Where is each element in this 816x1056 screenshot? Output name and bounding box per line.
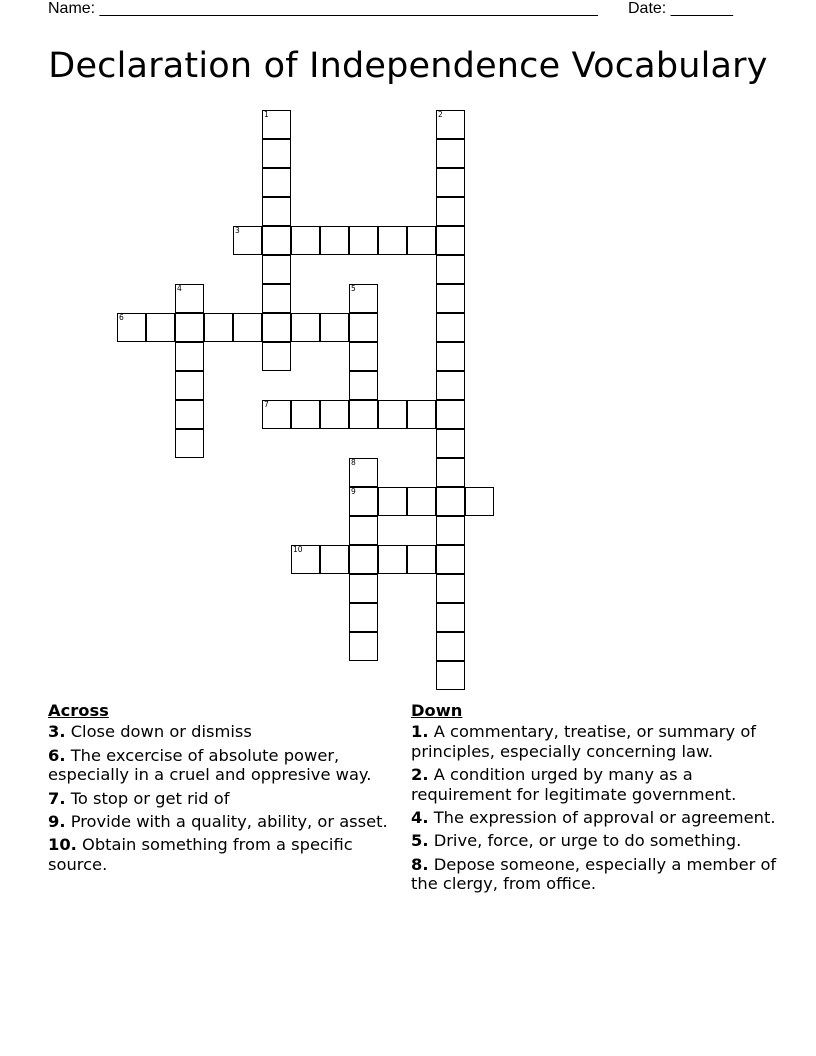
grid-cell[interactable] [262, 284, 291, 313]
grid-cell[interactable] [349, 342, 378, 371]
date-field-label: Date: _______ [628, 0, 733, 17]
grid-cell[interactable] [175, 342, 204, 371]
clue-number: 10 [293, 545, 303, 554]
grid-cell[interactable] [436, 458, 465, 487]
grid-cell[interactable] [291, 226, 320, 255]
grid-cell[interactable] [407, 226, 436, 255]
grid-cell[interactable] [349, 400, 378, 429]
grid-cell[interactable] [436, 516, 465, 545]
grid-cell[interactable] [175, 371, 204, 400]
clue-number: 7 [264, 400, 269, 409]
clue-across: 6. The excercise of absolute power, especially in a cruel and oppresive way. [48, 745, 372, 785]
grid-cell[interactable] [436, 661, 465, 690]
grid-cell[interactable] [262, 168, 291, 197]
grid-cell[interactable] [378, 226, 407, 255]
grid-cell[interactable] [349, 516, 378, 545]
grid-cell[interactable] [175, 313, 204, 342]
grid-cell[interactable] [291, 313, 320, 342]
clue-number: 8 [351, 458, 356, 467]
grid-cell[interactable] [407, 487, 436, 516]
clue-across: 3. Close down or dismiss [48, 722, 252, 742]
grid-cell[interactable] [436, 226, 465, 255]
grid-cell[interactable] [436, 400, 465, 429]
down-heading: Down [411, 701, 463, 720]
grid-cell[interactable] [233, 313, 262, 342]
grid-cell[interactable] [349, 284, 378, 313]
grid-cell[interactable] [436, 139, 465, 168]
grid-cell[interactable] [436, 313, 465, 342]
grid-cell[interactable] [175, 429, 204, 458]
grid-cell[interactable] [175, 400, 204, 429]
grid-cell[interactable] [262, 400, 291, 429]
grid-cell[interactable] [262, 342, 291, 371]
grid-cell[interactable] [320, 400, 349, 429]
clue-across: 7. To stop or get rid of [48, 788, 230, 808]
grid-cell[interactable] [291, 545, 320, 574]
name-field-label: Name: ________________________________________________________ [48, 0, 598, 17]
grid-cell[interactable] [407, 400, 436, 429]
clue-number: 3 [235, 226, 240, 235]
grid-cell[interactable] [436, 371, 465, 400]
grid-cell[interactable] [262, 139, 291, 168]
clue-number: 9 [351, 487, 356, 496]
page-title: Declaration of Independence Vocabulary [48, 46, 768, 86]
grid-cell[interactable] [436, 255, 465, 284]
grid-cell[interactable] [436, 632, 465, 661]
grid-cell[interactable] [262, 226, 291, 255]
grid-cell[interactable] [378, 487, 407, 516]
grid-cell[interactable] [407, 545, 436, 574]
clue-number: 5 [351, 284, 356, 293]
grid-cell[interactable] [349, 226, 378, 255]
grid-cell[interactable] [320, 226, 349, 255]
grid-cell[interactable] [436, 342, 465, 371]
clue-down: 5. Drive, force, or urge to do something. [411, 831, 742, 851]
grid-cell[interactable] [436, 110, 465, 139]
clue-number: 4 [177, 284, 182, 293]
grid-cell[interactable] [262, 313, 291, 342]
clue-down: 1. A commentary, treatise, or summary of principles, especially concerning law. [411, 722, 757, 761]
down-clues [411, 701, 781, 898]
grid-cell[interactable] [262, 255, 291, 284]
across-heading: Across [48, 701, 109, 720]
grid-cell[interactable] [436, 487, 465, 516]
clue-across: 10. Obtain something from a specific source. [48, 835, 353, 874]
clue-down: 4. The expression of approval or agreement. [411, 808, 776, 828]
grid-cell[interactable] [349, 545, 378, 574]
clue-number: 6 [119, 313, 124, 322]
grid-cell[interactable] [378, 545, 407, 574]
grid-cell[interactable] [175, 284, 204, 313]
grid-cell[interactable] [262, 197, 291, 226]
grid-cell[interactable] [349, 371, 378, 400]
grid-cell[interactable] [436, 574, 465, 603]
grid-cell[interactable] [349, 632, 378, 661]
grid-cell[interactable] [349, 603, 378, 632]
clue-number: 1 [264, 110, 269, 119]
clue-down: 2. A condition urged by many as a requirement for legitimate government. [411, 765, 737, 804]
grid-cell[interactable] [436, 429, 465, 458]
clue-across: 9. Provide with a quality, ability, or asset. [48, 812, 388, 832]
grid-cell[interactable] [378, 400, 407, 429]
grid-cell[interactable] [204, 313, 233, 342]
clue-number: 2 [438, 110, 443, 119]
clue-down: 8. Depose someone, especially a member of the clergy, from office. [411, 854, 777, 894]
grid-cell[interactable] [233, 226, 262, 255]
grid-cell[interactable] [349, 487, 378, 516]
grid-cell[interactable] [349, 574, 378, 603]
grid-cell[interactable] [320, 545, 349, 574]
grid-cell[interactable] [262, 110, 291, 139]
grid-cell[interactable] [436, 545, 465, 574]
grid-cell[interactable] [436, 603, 465, 632]
grid-cell[interactable] [436, 168, 465, 197]
grid-cell[interactable] [320, 313, 349, 342]
grid-cell[interactable] [436, 284, 465, 313]
across-clues [48, 701, 403, 878]
grid-cell[interactable] [436, 197, 465, 226]
grid-cell[interactable] [291, 400, 320, 429]
grid-cell[interactable] [465, 487, 494, 516]
grid-cell[interactable] [146, 313, 175, 342]
grid-cell[interactable] [349, 313, 378, 342]
grid-cell[interactable] [117, 313, 146, 342]
grid-cell[interactable] [349, 458, 378, 487]
